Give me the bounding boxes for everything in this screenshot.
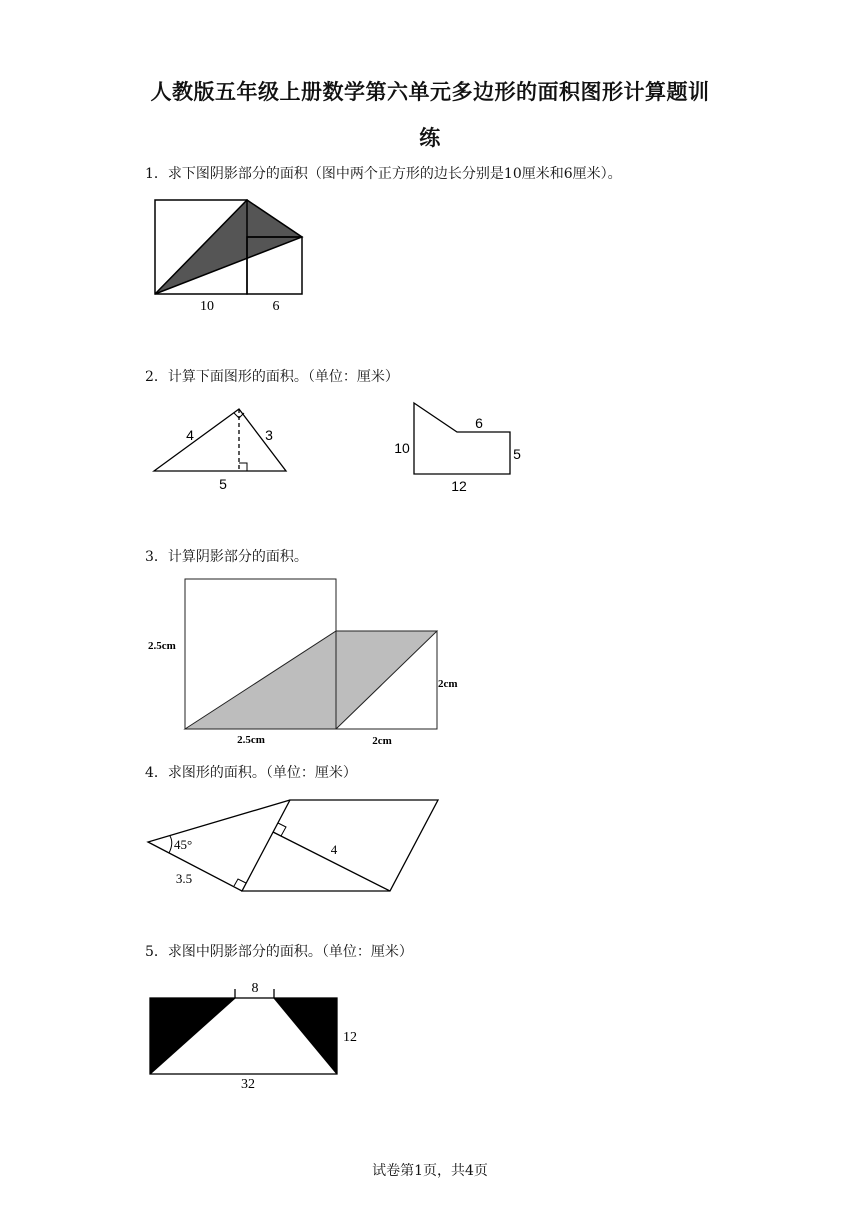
q2-label-4: 4: [186, 427, 194, 443]
q5-label-32: 32: [241, 1077, 255, 1092]
question-4-figure: [140, 793, 445, 893]
q5-label-8: 8: [251, 981, 259, 996]
q3-label-left: 2.5cm: [148, 640, 176, 652]
q3-label-bottom-left: 2.5cm: [237, 734, 265, 746]
q4-height-line: [273, 832, 390, 891]
q5-label-12: 12: [343, 1030, 357, 1045]
q3-label-right: 2cm: [438, 678, 458, 690]
q2b-label-6: 6: [475, 415, 483, 431]
q2b-label-10: 10: [394, 440, 410, 456]
q1-label-6: 6: [272, 299, 280, 314]
page-title-line-2: 练: [419, 126, 441, 150]
question-3-figure: [145, 575, 465, 750]
page-footer: 试卷第1页，共4页: [372, 1163, 488, 1179]
question-5-text: 5．求图中阴影部分的面积。（单位：厘米）: [145, 944, 413, 960]
question-2-figure-a: [150, 403, 295, 493]
q3-shaded-parallelogram: [185, 631, 437, 729]
q4-label-angle: 45°: [174, 837, 193, 852]
question-2-figure-b: [390, 398, 530, 496]
q2-label-3: 3: [265, 427, 273, 443]
q4-label-4: 4: [330, 842, 338, 857]
question-2-text: 2．计算下面图形的面积。（单位：厘米）: [145, 369, 399, 385]
q2-label-5: 5: [219, 476, 227, 492]
question-5-figure: [140, 975, 365, 1095]
q3-label-bottom-right: 2cm: [372, 735, 392, 747]
q4-triangle: [148, 800, 290, 891]
q1-shaded-triangle: [155, 200, 302, 294]
page-title-line-1: 人教版五年级上册数学第六单元多边形的面积图形计算题训: [150, 80, 710, 104]
q1-label-10: 10: [200, 299, 214, 314]
q2b-label-12: 12: [451, 478, 467, 494]
q4-parallelogram: [242, 800, 438, 891]
q2-pentagon: [414, 403, 510, 474]
q4-label-3-5: 3.5: [175, 871, 193, 886]
question-4-text: 4．求图形的面积。（单位：厘米）: [145, 765, 357, 781]
question-3-text: 3．计算阴影部分的面积。: [145, 549, 308, 565]
q2b-label-5: 5: [513, 446, 521, 462]
question-1-figure: [145, 193, 315, 318]
question-1-text: 1．求下图阴影部分的面积（图中两个正方形的边长分别是10厘米和6厘米）。: [145, 166, 622, 182]
